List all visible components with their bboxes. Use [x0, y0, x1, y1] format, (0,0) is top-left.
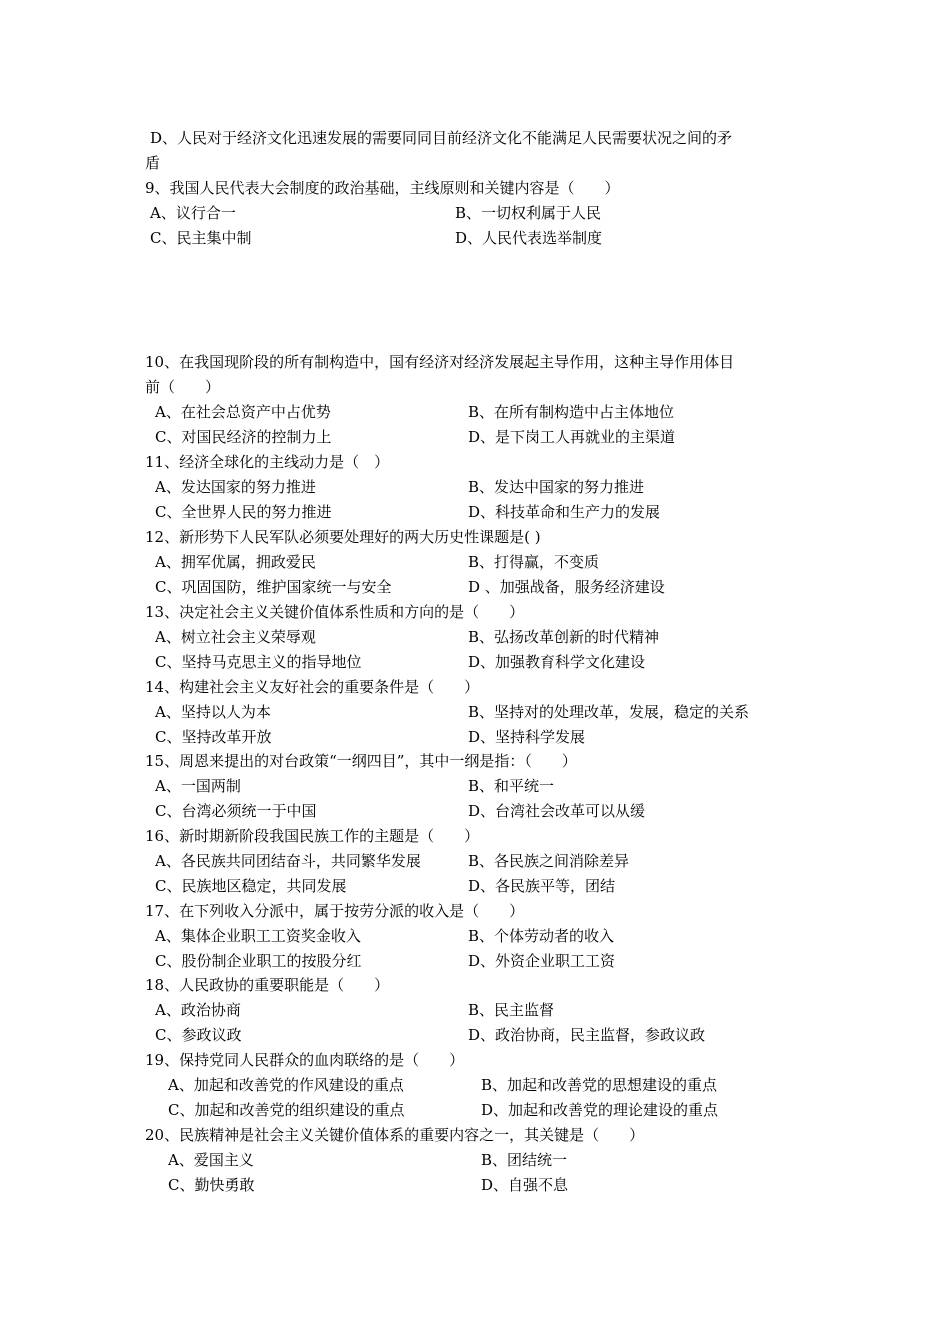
question-11-stem: 11、经济全球化的主线动力是（ ） [145, 453, 390, 471]
question-12-option-b: B、打得赢，不变质 [468, 553, 600, 571]
question-18-option-a: A、政治协商 [155, 1001, 241, 1019]
question-11-option-a: A、发达国家的努力推进 [155, 478, 316, 496]
question-19-option-d: D、加起和改善党的理论建设的重点 [481, 1101, 719, 1119]
question-9-option-b: B、一切权利属于人民 [455, 204, 602, 222]
question-11-option-b: B、发达中国家的努力推进 [468, 478, 645, 496]
question-19-option-a: A、加起和改善党的作风建设的重点 [168, 1076, 404, 1094]
question-15-option-b: B、和平统一 [468, 777, 555, 795]
question-20-option-d: D、自强不息 [481, 1176, 569, 1194]
question-13-option-d: D、加强教育科学文化建设 [468, 653, 646, 671]
question-17-stem: 17、在下列收入分派中，属于按劳分派的收入是（ ） [145, 902, 525, 920]
question-17-option-a: A、集体企业职工工资奖金收入 [155, 927, 361, 945]
question-17-option-d: D、外资企业职工工资 [468, 952, 616, 970]
question-13-option-c: C、坚持马克思主义的指导地位 [155, 653, 362, 671]
question-16-stem: 16、新时期新阶段我国民族工作的主题是（ ） [145, 827, 480, 845]
question-10-option-a: A、在社会总资产中占优势 [155, 403, 331, 421]
question-14-stem: 14、构建社会主义友好社会的重要条件是（ ） [145, 678, 480, 696]
question-16-option-b: B、各民族之间消除差异 [468, 852, 630, 870]
question-16-option-c: C、民族地区稳定，共同发展 [155, 877, 347, 895]
question-19-option-c: C、加起和改善党的组织建设的重点 [168, 1101, 405, 1119]
question-20-option-a: A、爱国主义 [168, 1151, 254, 1169]
question-18-stem: 18、人民政协的重要职能是（ ） [145, 976, 390, 994]
question-12-option-d: D 、加强战备，服务经济建设 [468, 578, 665, 596]
question-15-option-c: C、台湾必须统一于中国 [155, 802, 317, 820]
question-14-option-c: C、坚持改革开放 [155, 728, 272, 746]
question-11-option-d: D、科技革命和生产力的发展 [468, 503, 661, 521]
question-12-option-a: A、拥军优属，拥政爱民 [155, 553, 316, 571]
question-12-option-c: C、巩固国防，维护国家统一与安全 [155, 578, 392, 596]
question-15-stem: 15、周恩来提出的对台政策“一纲四目”，其中一纲是指：（ ） [145, 752, 577, 770]
question-13-stem: 13、决定社会主义关键价值体系性质和方向的是（ ） [145, 603, 525, 621]
question-20-option-c: C、勤快勇敢 [168, 1176, 255, 1194]
question-20-stem: 20、民族精神是社会主义关键价值体系的重要内容之一，其关键是（ ） [145, 1126, 645, 1144]
question-14-option-a: A、坚持以人为本 [155, 703, 271, 721]
question-18-option-c: C、参政议政 [155, 1026, 242, 1044]
question-10-option-b: B、在所有制构造中占主体地位 [468, 403, 675, 421]
question-9-option-c: C、民主集中制 [150, 229, 252, 247]
question-13-option-b: B、弘扬改革创新的时代精神 [468, 628, 660, 646]
question-16-option-d: D、各民族平等，团结 [468, 877, 616, 895]
question-18-option-d: D、政治协商，民主监督，参政议政 [468, 1026, 706, 1044]
question-18-option-b: B、民主监督 [468, 1001, 555, 1019]
question-12-stem: 12、新形势下人民军队必须要处理好的两大历史性课题是( ) [145, 528, 541, 546]
question-10-option-d: D、是下岗工人再就业的主渠道 [468, 428, 676, 446]
question-19-option-b: B、加起和改善党的思想建设的重点 [481, 1076, 718, 1094]
question-10-stem: 10、在我国现阶段的所有制构造中，国有经济对经济发展起主导作用，这种主导作用体目 [145, 353, 735, 371]
question-17-option-c: C、股份制企业职工的按股分红 [155, 952, 362, 970]
question-9-option-a: A、议行合一 [150, 204, 236, 222]
question-20-option-b: B、团结统一 [481, 1151, 568, 1169]
question-9-option-d: D、人民代表选举制度 [455, 229, 603, 247]
question-10-stem-cont: 前（ ） [145, 378, 221, 396]
question-17-option-b: B、个体劳动者的收入 [468, 927, 615, 945]
question-16-option-a: A、各民族共同团结奋斗，共同繁华发展 [155, 852, 421, 870]
question-14-option-b: B、坚持对的处理改革，发展，稳定的关系 [468, 703, 750, 721]
question-15-option-d: D、台湾社会改革可以从缓 [468, 802, 646, 820]
question-9-stem: 9、我国人民代表大会制度的政治基础，主线原则和关键内容是（ ） [145, 179, 620, 197]
intro-option-d-line1: D、人民对于经济文化迅速发展的需要同同目前经济文化不能满足人民需要状况之间的矛 [150, 129, 733, 147]
intro-option-d-line2: 盾 [145, 154, 161, 172]
question-14-option-d: D、坚持科学发展 [468, 728, 586, 746]
question-13-option-a: A、树立社会主义荣辱观 [155, 628, 316, 646]
question-11-option-c: C、全世界人民的努力推进 [155, 503, 332, 521]
question-15-option-a: A、一国两制 [155, 777, 241, 795]
question-10-option-c: C、对国民经济的控制力上 [155, 428, 332, 446]
question-19-stem: 19、保持党同人民群众的血肉联络的是（ ） [145, 1051, 465, 1069]
